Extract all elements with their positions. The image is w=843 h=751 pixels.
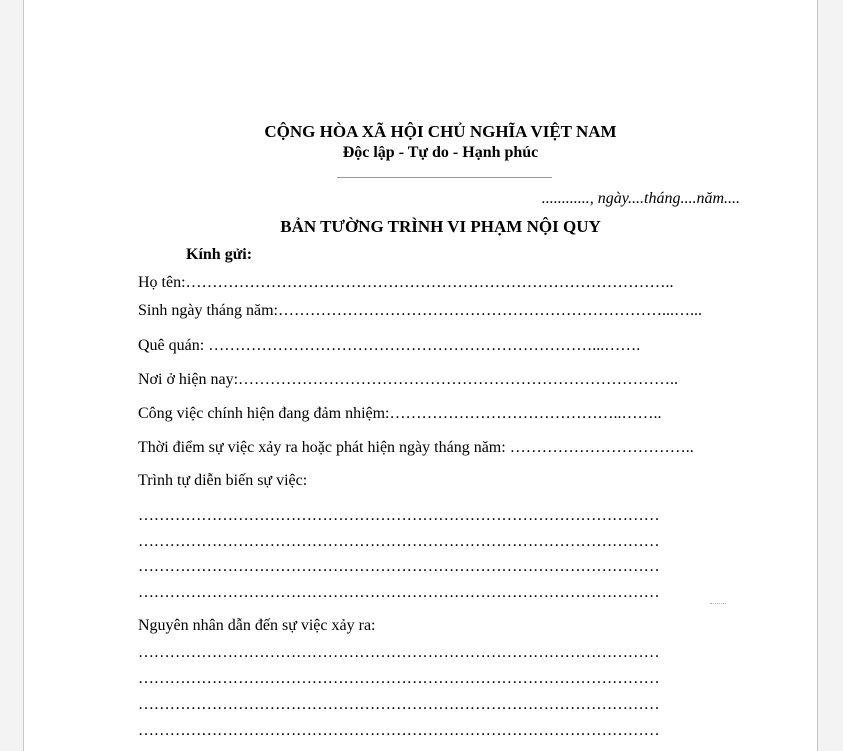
field-cause: Nguyên nhân dẫn đến sự việc xảy ra: (138, 617, 376, 634)
document-page (23, 0, 818, 751)
dotted-line: ……………………………………………………………………………………… (138, 507, 660, 524)
field-date-of-birth: Sinh ngày tháng năm:………………………………………………………………...…... (138, 302, 702, 319)
dotted-line: ……………………………………………………………………………………… (138, 670, 660, 687)
dotted-line: ……………………………………………………………………………………… (138, 722, 660, 739)
dotted-line: ……………………………………………………………………………………… (138, 644, 660, 661)
national-motto: Độc lập - Tự do - Hạnh phúc (342, 144, 539, 161)
dotted-line: ……………………………………………………………………………………… (138, 558, 660, 575)
field-hometown: Quê quán: ………………………………………………………………...……. (138, 337, 641, 354)
recipient-label: Kính gửi: (186, 246, 253, 263)
field-incident-time: Thời điểm sự việc xảy ra hoặc phát hiện ngày tháng năm: …………………………….. (138, 439, 694, 456)
document-title: BẢN TƯỜNG TRÌNH VI PHẠM NỘI QUY (280, 217, 601, 236)
national-title: CỘNG HÒA XÃ HỘI CHỦ NGHĨA VIỆT NAM (264, 122, 617, 141)
field-incident-sequence: Trình tự diễn biến sự việc: (138, 472, 308, 489)
text-cursor-mark (710, 599, 726, 604)
header-divider (337, 177, 552, 178)
dotted-line: ……………………………………………………………………………………… (138, 696, 660, 713)
dotted-line: ……………………………………………………………………………………… (138, 533, 660, 550)
field-full-name: Họ tên:……………………………………………………………………………….. (138, 274, 674, 291)
field-current-residence: Nơi ở hiện nay:……………………………………………………………………….. (138, 371, 679, 388)
dotted-line: ……………………………………………………………………………………… (138, 584, 660, 601)
date-line: ............, ngày....tháng....năm.... (541, 190, 740, 207)
field-current-job: Công việc chính hiện đang đảm nhiệm:……………………………………..…….. (138, 405, 662, 422)
